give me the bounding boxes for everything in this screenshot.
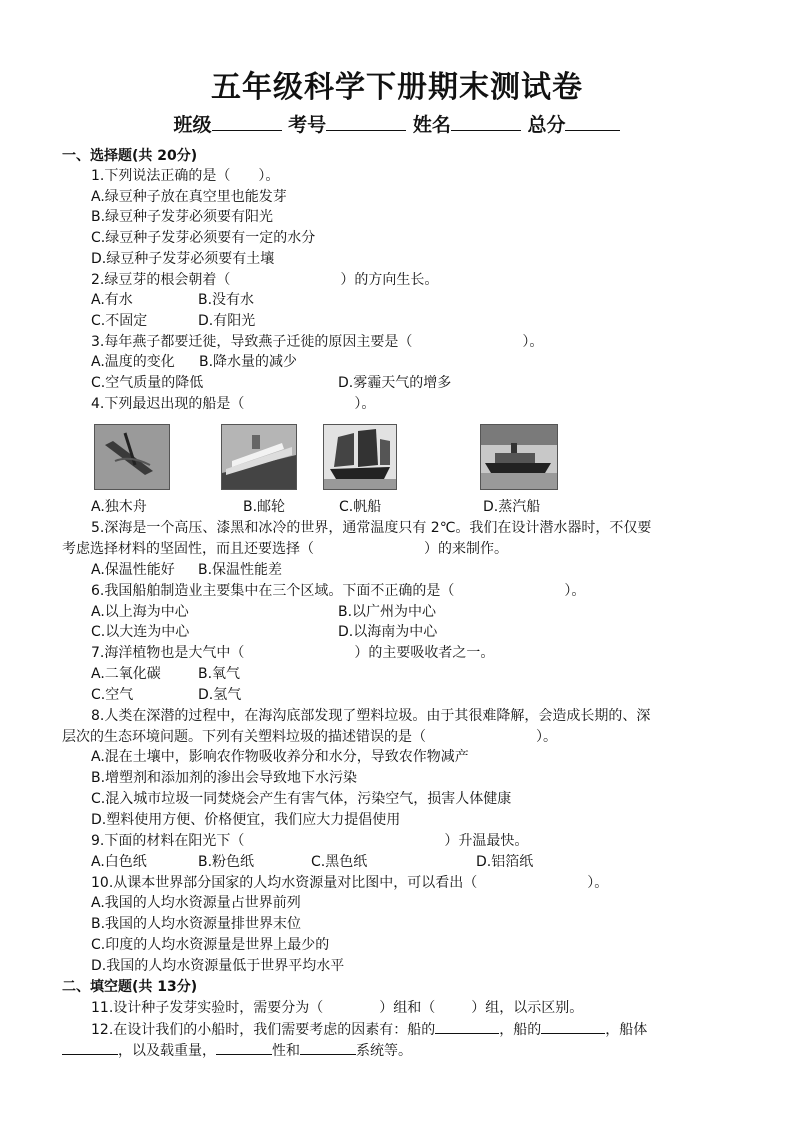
question-2-option-d[interactable]: D.有阳光	[198, 313, 256, 329]
question-12-part-5: 性和	[272, 1043, 300, 1059]
question-7-stem-start: 7.海洋植物也是大气中（	[91, 645, 245, 661]
question-4-stem-start: 4.下列最迟出现的船是（	[91, 396, 245, 412]
question-8-line-1: 8.人类在深潜的过程中，在海沟底部发现了塑料垃圾。由于其很难降解，会造成长期的、深	[91, 708, 651, 724]
question-6-stem	[91, 581, 585, 601]
question-5-stem-start: 考虑选择材料的坚固性，而且还要选择（	[62, 541, 314, 557]
question-3-option-a[interactable]: A.温度的变化	[91, 354, 175, 370]
class-label: 班级	[173, 114, 212, 136]
question-2-stem-end: ）的方向生长。	[340, 272, 439, 288]
steamboat-photo	[480, 424, 558, 490]
question-11-part-1: 11.设计种子发芽实验时，需要分为（	[91, 1000, 324, 1016]
question-12-blank-3[interactable]	[62, 1040, 118, 1055]
question-12-line-1	[91, 1019, 647, 1040]
question-12-blank-4[interactable]	[216, 1040, 272, 1055]
question-5-line-2	[62, 539, 508, 559]
student-info-line	[0, 110, 794, 137]
question-1-option-c[interactable]: C.绿豆种子发芽必须要有一定的水分	[91, 230, 316, 246]
question-10-stem-end: ）。	[587, 875, 609, 891]
question-4-stem-end: ）。	[354, 396, 376, 412]
question-2-option-b[interactable]: B.没有水	[198, 292, 255, 308]
question-3-option-c[interactable]: C.空气质量的降低	[91, 375, 204, 391]
question-8-option-c[interactable]: C.混入城市垃圾一同焚烧会产生有害气体，污染空气，损害人体健康	[91, 791, 512, 807]
question-9-stem-start: 9.下面的材料在阳光下（	[91, 833, 245, 849]
question-6-stem-start: 6.我国船舶制造业主要集中在三个区域。下面不正确的是（	[91, 583, 455, 599]
question-2-option-a[interactable]: A.有水	[91, 292, 133, 308]
question-3-option-d[interactable]: D.雾霾天气的增多	[338, 375, 452, 391]
question-1-stem: 1.下列说法正确的是（ ）。	[91, 168, 280, 184]
question-3-stem-end: ）。	[522, 334, 544, 350]
question-2-stem	[91, 270, 438, 290]
question-10-option-b[interactable]: B.我国的人均水资源量排世界末位	[91, 916, 302, 932]
question-12-part-1: 12.在设计我们的小船时，我们需要考虑的因素有：船的	[91, 1022, 436, 1038]
page-title: 五年级科学下册期末测试卷	[211, 70, 583, 105]
question-4-option-b[interactable]: B.邮轮	[243, 499, 286, 515]
question-4-stem	[91, 394, 375, 414]
question-1-option-a[interactable]: A.绿豆种子放在真空里也能发芽	[91, 189, 287, 205]
question-12-part-4: ，以及载重量，	[118, 1043, 216, 1059]
question-5-option-a[interactable]: A.保温性能好	[91, 562, 175, 578]
question-12-part-3: ，船体	[605, 1022, 648, 1038]
question-6-option-d[interactable]: D.以海南为中心	[338, 624, 438, 640]
question-6-option-a[interactable]: A.以上海为中心	[91, 604, 189, 620]
question-5-option-b[interactable]: B.保温性能差	[198, 562, 283, 578]
question-5-stem-end: ）的来制作。	[424, 541, 508, 557]
question-5-line-1: 5.深海是一个高压、漆黑和冰冷的世界，通常温度只有 2℃。我们在设计潜水器时，不仅要	[91, 520, 652, 536]
question-12-part-2: ，船的	[499, 1022, 542, 1038]
question-9-option-d[interactable]: D.铝箔纸	[476, 854, 534, 870]
question-7-option-a[interactable]: A.二氧化碳	[91, 666, 161, 682]
question-7-stem	[91, 643, 494, 663]
question-12-blank-2[interactable]	[541, 1019, 605, 1034]
question-9-stem	[91, 831, 528, 851]
question-6-option-b[interactable]: B.以广州为中心	[338, 604, 437, 620]
question-8-option-b[interactable]: B.增塑剂和添加剂的渗出会导致地下水污染	[91, 770, 358, 786]
question-10-option-a[interactable]: A.我国的人均水资源量占世界前列	[91, 895, 301, 911]
section-heading-fill-blank: 二、填空题(共 13分)	[62, 979, 198, 995]
question-7-option-b[interactable]: B.氧气	[198, 666, 241, 682]
section-heading-choice: 一、选择题(共 20分)	[62, 148, 198, 164]
question-12-blank-5[interactable]	[300, 1040, 356, 1055]
name-label: 姓名	[412, 114, 451, 136]
question-4-option-d[interactable]: D.蒸汽船	[483, 499, 541, 515]
question-8-stem-end: ）。	[536, 729, 557, 745]
question-3-stem-start: 3.每年燕子都要迁徙，导致燕子迁徙的原因主要是（	[91, 334, 413, 350]
question-1-option-b[interactable]: B.绿豆种子发芽必须要有阳光	[91, 209, 274, 225]
question-6-stem-end: ）。	[564, 583, 586, 599]
question-7-option-d[interactable]: D.氢气	[198, 687, 242, 703]
question-4-option-c[interactable]: C.帆船	[339, 499, 382, 515]
question-10-option-c[interactable]: C.印度的人均水资源量是世界上最少的	[91, 937, 330, 953]
cruise-ship-photo	[221, 424, 297, 490]
question-8-option-d[interactable]: D.塑料使用方便、价格便宜，我们应大力提倡使用	[91, 812, 401, 828]
canoe-photo	[94, 424, 170, 490]
question-7-stem-end: ）的主要吸收者之一。	[354, 645, 495, 661]
question-11-part-3: ）组，以示区别。	[471, 1000, 584, 1016]
question-8-stem-start: 层次的生态环境问题。下列有关塑料垃圾的描述错误的是（	[62, 729, 426, 745]
question-1-option-d[interactable]: D.绿豆种子发芽必须要有土壤	[91, 251, 275, 267]
question-4-option-a[interactable]: A.独木舟	[91, 499, 147, 515]
question-10-stem	[91, 873, 608, 893]
question-11	[91, 998, 583, 1018]
name-blank[interactable]	[451, 112, 521, 131]
question-9-option-b[interactable]: B.粉色纸	[198, 854, 255, 870]
question-2-stem-start: 2.绿豆芽的根会朝着（	[91, 272, 231, 288]
question-10-stem-start: 10.从课本世界部分国家的人均水资源量对比图中，可以看出（	[91, 875, 478, 891]
question-12-part-6: 系统等。	[356, 1043, 412, 1059]
question-2-option-c[interactable]: C.不固定	[91, 313, 148, 329]
question-12-blank-1[interactable]	[435, 1019, 499, 1034]
question-3-option-b[interactable]: B.降水量的减少	[199, 354, 298, 370]
sailboat-photo	[323, 424, 397, 490]
question-9-stem-end: ）升温最快。	[444, 833, 529, 849]
question-9-option-c[interactable]: C.黑色纸	[311, 854, 368, 870]
exam-number-blank[interactable]	[326, 112, 406, 131]
question-10-option-d[interactable]: D.我国的人均水资源量低于世界平均水平	[91, 958, 345, 974]
class-blank[interactable]	[212, 112, 282, 131]
score-label: 总分	[527, 114, 566, 136]
question-8-line-2	[62, 727, 557, 747]
question-6-option-c[interactable]: C.以大连为中心	[91, 624, 190, 640]
question-3-stem	[91, 332, 543, 352]
question-8-option-a[interactable]: A.混在土壤中，影响农作物吸收养分和水分，导致农作物减产	[91, 749, 469, 765]
exam-number-label: 考号	[288, 114, 327, 136]
score-blank[interactable]	[565, 112, 620, 131]
question-12-line-2	[62, 1040, 412, 1061]
question-7-option-c[interactable]: C.空气	[91, 687, 134, 703]
question-9-option-a[interactable]: A.白色纸	[91, 854, 147, 870]
question-11-part-2: ）组和（	[379, 1000, 436, 1016]
